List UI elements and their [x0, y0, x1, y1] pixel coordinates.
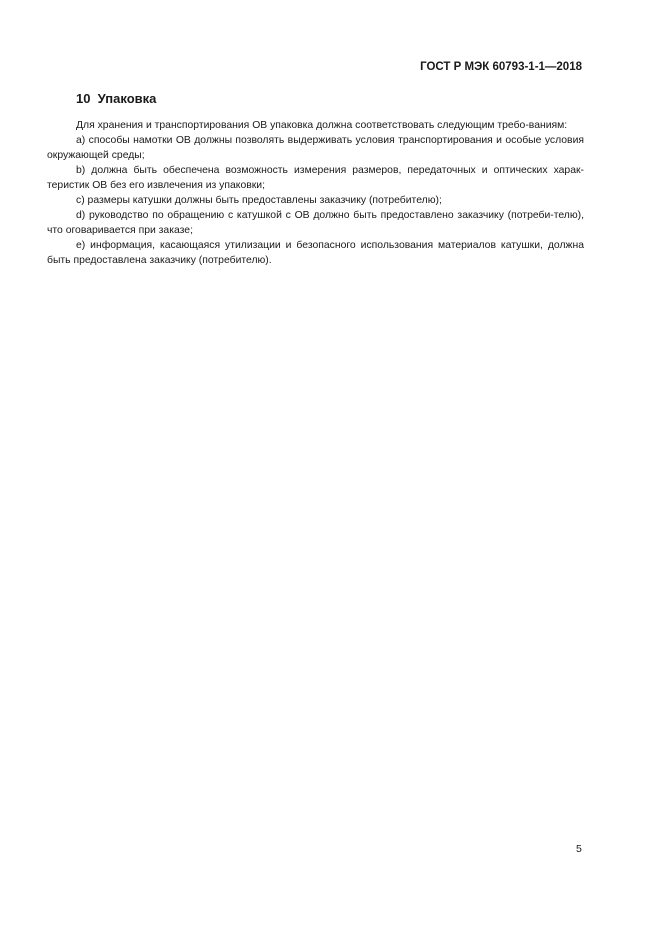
section-body: [47, 118, 584, 268]
list-item-d: d) руководство по обращению с катушкой с ОВ должно быть предоставлено заказчику (потреби-телю), что оговаривается при заказе;: [47, 210, 584, 236]
section-title: 10 Упаковка: [76, 91, 157, 106]
list-item-b: b) должна быть обеспечена возможность измерения размеров, передаточных и оптических харак-теристик ОВ без его извлечения из упаковки;: [47, 165, 584, 191]
intro-paragraph: Для хранения и транспортирования ОВ упаковка должна соответствовать следующим требо-ваниям:: [76, 120, 568, 131]
page-number: 5: [576, 843, 582, 855]
list-item-c: c) размеры катушки должны быть предоставлены заказчику (потребителю);: [76, 195, 442, 206]
list-item-a: a) способы намотки ОВ должны позволять выдерживать условия транспортирования и особые условия окружающей среды;: [47, 135, 584, 161]
standard-designation: ГОСТ Р МЭК 60793-1-1—2018: [420, 61, 582, 73]
list-item-e: e) информация, касающаяся утилизации и безопасного использования материалов катушки, должна быть предоставлена заказчику (потребителю).: [47, 240, 584, 266]
